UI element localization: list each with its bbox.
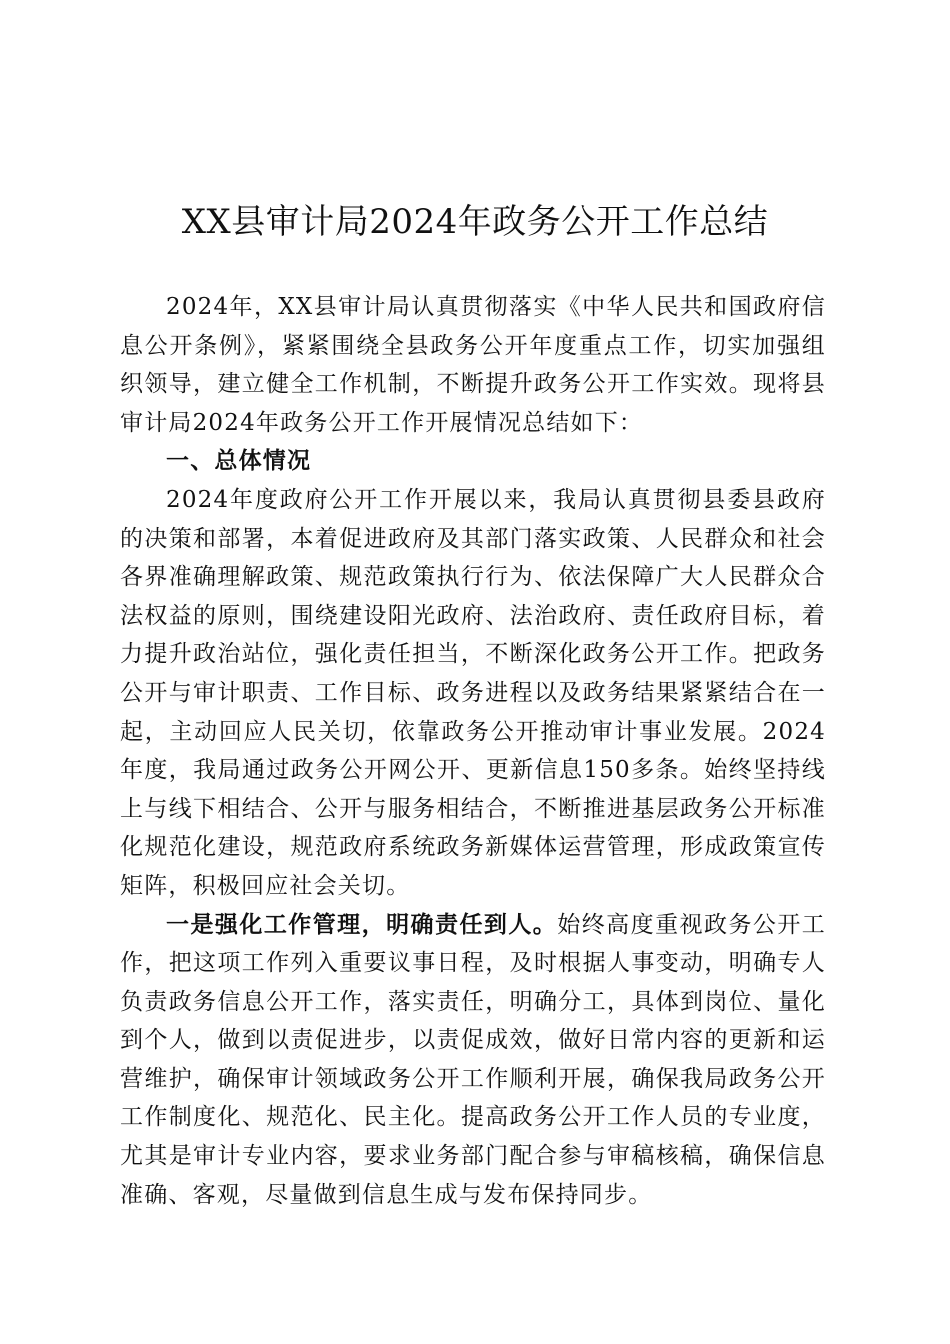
document-body [120, 288, 826, 1214]
document-title: XX县审计局2024年政务公开工作总结 [181, 202, 769, 242]
intro-paragraph: 2024年，XX县审计局认真贯彻落实《中华人民共和国政府信息公开条例》，紧紧围绕全县政务公开年度重点工作，切实加强组织领导，建立健全工作机制，不断提升政务公开工作实效。现将县审计局2024年政务公开工作开展情况总结如下： [120, 294, 826, 436]
section-heading-overview: 一、总体情况 [166, 448, 312, 475]
point-one-text: 始终高度重视政务公开工作，把这项工作列入重要议事日程，及时根据人事变动，明确专人负责政务信息公开工作，落实责任，明确分工，具体到岗位、量化到个人，做到以责促进步，以责促成效，做好日常内容的更新和运营维护，确保审计领域政务公开工作顺利开展，确保我局政务公开工作制度化、规范化、民主化。提高政务公开工作人员的专业度，尤其是审计专业内容，要求业务部门配合参与审稿核稿，确保信息准确、客观，尽量做到信息生成与发布保持同步。 [120, 911, 827, 1208]
point-one-paragraph [120, 906, 826, 1215]
point-one-lead: 一是强化工作管理，明确责任到人。 [166, 911, 558, 938]
overview-paragraph: 2024年度政府公开工作开展以来，我局认真贯彻县委县政府的决策和部署，本着促进政府及其部门落实政策、人民群众和社会各界准确理解政策、规范政策执行行为、依法保障广大人民群众合法权益的原则，围绕建设阳光政府、法治政府、责任政府目标，着力提升政治站位，强化责任担当，不断深化政务公开工作。把政务公开与审计职责、工作目标、政务进程以及政务结果紧紧结合在一起，主动回应人民关切，依靠政务公开推动审计事业发展。2024年度，我局通过政务公开网公开、更新信息150多条。始终坚持线上与线下相结合、公开与服务相结合，不断推进基层政务公开标准化规范化建设，规范政府系统政务新媒体运营管理，形成政策宣传矩阵，积极回应社会关切。 [120, 486, 826, 899]
